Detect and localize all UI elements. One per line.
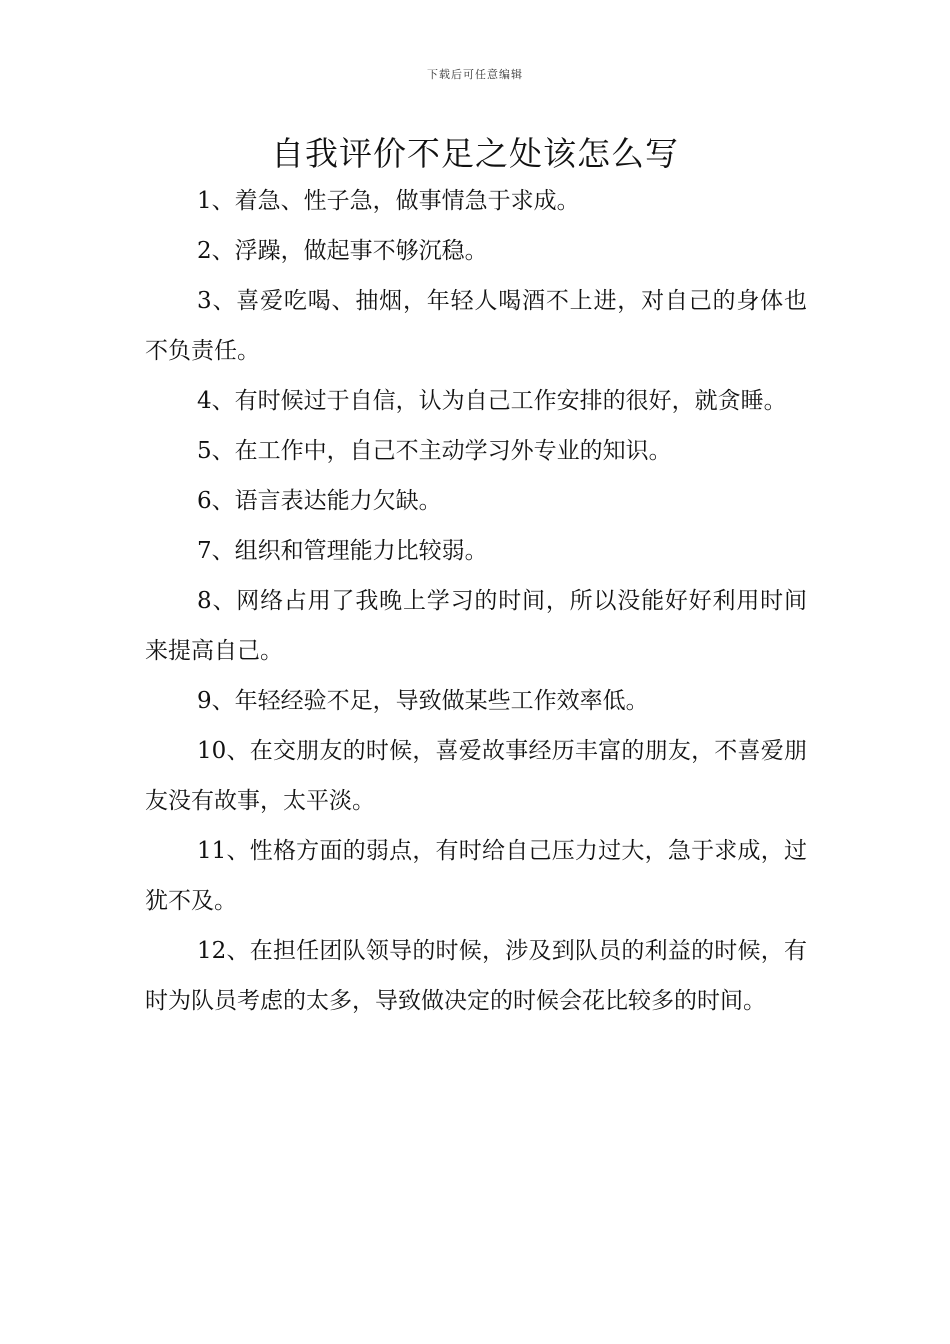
paragraph-4: 4、有时候过于自信，认为自己工作安排的很好，就贪睡。 [197,388,787,414]
paragraph-1: 1、着急、性子急，做事情急于求成。 [197,188,580,214]
paragraph-8: 8、网络占用了我晚上学习的时间，所以没能好好利用时间来提高自己。 [145,588,807,664]
paragraph-6: 6、语言表达能力欠缺。 [197,488,442,514]
paragraph-9: 9、年轻经验不足，导致做某些工作效率低。 [197,688,649,714]
document-title: 自我评价不足之处该怎么写 [271,134,679,173]
paragraph-10: 10、在交朋友的时候，喜爱故事经历丰富的朋友，不喜爱朋友没有故事，太平淡。 [145,738,807,814]
paragraph-3: 3、喜爱吃喝、抽烟，年轻人喝酒不上进，对自己的身体也不负责任。 [145,288,807,364]
paragraph-5: 5、在工作中，自己不主动学习外专业的知识。 [197,438,672,464]
paragraph-2: 2、浮躁，做起事不够沉稳。 [197,238,488,264]
paragraph-7: 7、组织和管理能力比较弱。 [197,538,488,564]
header-note: 下载后可任意编辑 [427,68,523,81]
paragraph-12: 12、在担任团队领导的时候，涉及到队员的利益的时候，有时为队员考虑的太多，导致做决定的时候会花比较多的时间。 [145,938,807,1014]
paragraph-11: 11、性格方面的弱点，有时给自己压力过大，急于求成，过犹不及。 [145,838,807,914]
document-body [145,176,807,1026]
